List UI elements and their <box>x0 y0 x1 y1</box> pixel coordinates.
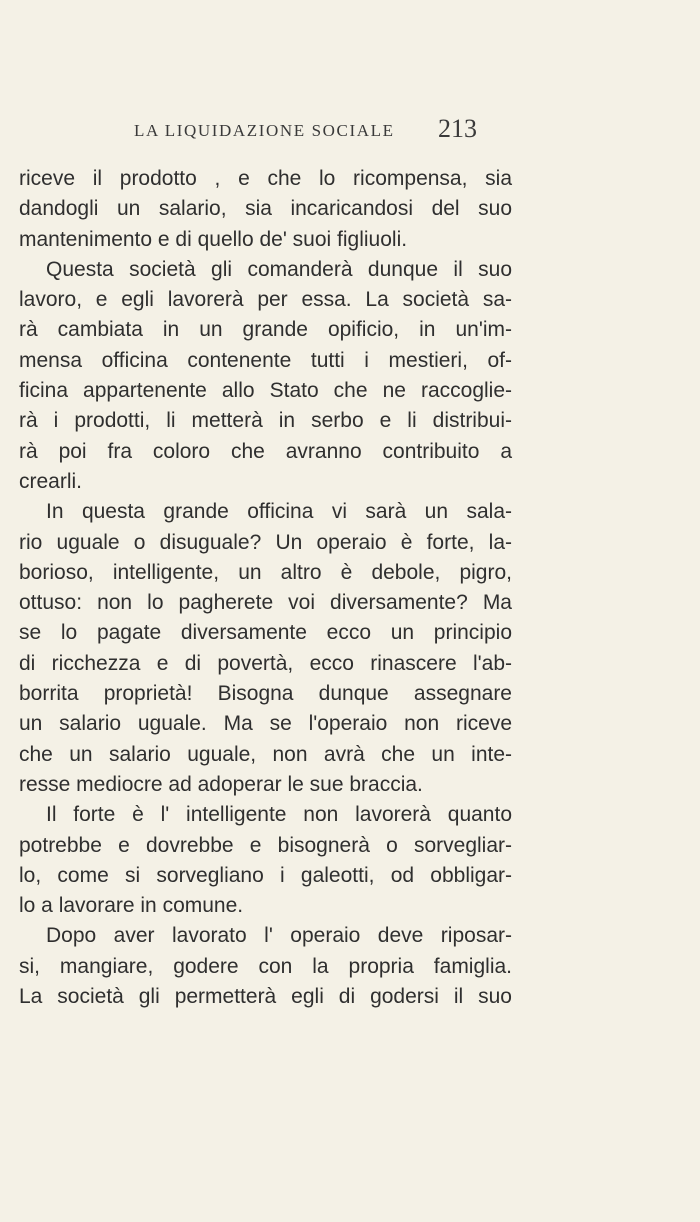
paragraph-4 <box>19 800 512 921</box>
text-line: borrita proprietà! Bisogna dunque assegnare <box>19 682 512 706</box>
text-line: lo, come si sorvegliano i galeotti, od obbligar- <box>19 863 512 887</box>
paragraph-5 <box>19 921 512 1012</box>
text-line: Questa società gli comanderà dunque il suo <box>46 257 512 281</box>
text-line: rio uguale o disuguale? Un operaio è forte, la- <box>19 530 512 554</box>
text-line: un salario uguale. Ma se l'operaio non riceve <box>19 712 512 736</box>
running-title: LA LIQUIDAZIONE SOCIALE <box>134 121 395 140</box>
paragraph-3 <box>19 497 512 800</box>
text-line: La società gli permetterà egli di godersi il suo <box>19 985 512 1009</box>
text-line: che un salario uguale, non avrà che un inte- <box>19 742 512 766</box>
text-line: lo a lavorare in comune. <box>19 894 244 918</box>
text-line: dandogli un salario, sia incaricandosi del suo <box>19 197 512 221</box>
text-line: rà poi fra coloro che avranno contribuito a <box>19 439 512 463</box>
text-line: riceve il prodotto , e che lo ricompensa, sia <box>19 167 512 190</box>
text-line: crearli. <box>19 469 83 493</box>
text-line: Dopo aver lavorato l' operaio deve riposar- <box>46 924 512 948</box>
paragraph-1 <box>19 164 512 255</box>
text-line: lavoro, e egli lavorerà per essa. La società sa- <box>19 288 512 312</box>
text-line: ottuso: non lo pagherete voi diversamente? Ma <box>19 591 512 615</box>
page-number: 213 <box>438 114 477 143</box>
text-line: mensa officina contenente tutti i mestieri, of- <box>19 348 512 372</box>
text-line: se lo pagate diversamente ecco un principio <box>19 621 512 645</box>
text-line: di ricchezza e di povertà, ecco rinascere l'ab- <box>19 651 512 675</box>
text-line: In questa grande officina vi sarà un sala- <box>46 500 512 524</box>
body-text <box>19 164 512 1012</box>
text-line: potrebbe e dovrebbe e bisognerà o sorvegliar- <box>19 833 512 857</box>
text-line: borioso, intelligente, un altro è debole, pigro, <box>19 560 512 584</box>
text-line: rà cambiata in un grande opificio, in un'im- <box>19 318 512 342</box>
text-line: rà i prodotti, li metterà in serbo e li distribui- <box>19 409 512 433</box>
text-line: Il forte è l' intelligente non lavorerà quanto <box>46 803 512 827</box>
text-line: resse mediocre ad adoperar le sue braccia. <box>19 772 423 796</box>
text-line: si, mangiare, godere con la propria famiglia. <box>19 954 512 978</box>
text-line: ficina appartenente allo Stato che ne raccoglie- <box>19 379 512 403</box>
text-line: mantenimento e di quello de' suoi figliuoli. <box>19 227 408 251</box>
paragraph-2 <box>19 255 512 497</box>
running-header <box>0 116 700 146</box>
